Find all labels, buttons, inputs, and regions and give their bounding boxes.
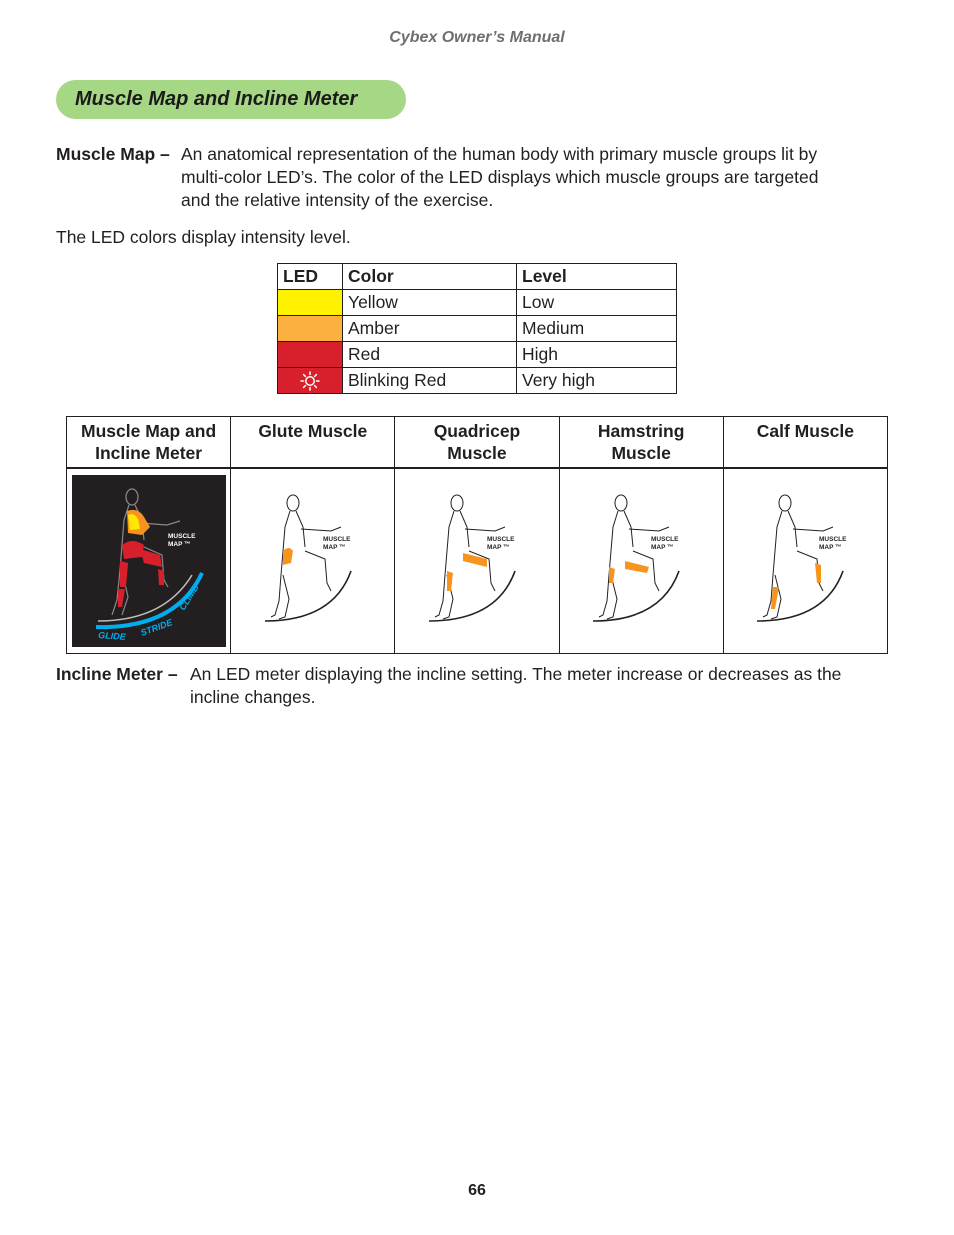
hamstring-figure-illustration	[581, 491, 701, 631]
muscle-table-header-row	[67, 417, 888, 469]
led-color-table	[277, 263, 677, 394]
glute-figure-illustration	[253, 491, 373, 631]
led-swatch-yellow	[278, 290, 343, 316]
figure-label-line1: MUSCLE	[486, 536, 515, 543]
table-row	[278, 368, 677, 394]
incline-meter-definition	[56, 663, 916, 711]
level-header: Level	[517, 264, 677, 290]
muscle-map-definition	[56, 143, 916, 213]
led-swatch-blinking-red	[278, 368, 343, 394]
figure-label-line2: MAP ™	[486, 544, 510, 551]
figure-label-line2: MAP ™	[322, 544, 346, 551]
figure-label-line2: MAP ™	[819, 544, 843, 551]
quadricep-figure-illustration	[417, 491, 537, 631]
color-cell: Yellow	[343, 290, 517, 316]
hamstring-highlight-back	[609, 567, 615, 583]
hamstring-figure-cell	[559, 468, 723, 654]
hamstring-highlight-front	[625, 561, 649, 573]
figure-label-line1: MUSCLE	[322, 536, 351, 543]
column-header-quadricep: Quadricep Muscle	[395, 417, 559, 469]
figure-label-line2: MAP ™	[651, 544, 674, 551]
muscle-map-panel-cell	[67, 468, 231, 654]
color-cell: Amber	[343, 316, 517, 342]
table-row	[278, 316, 677, 342]
led-header: LED	[278, 264, 343, 290]
incline-label-climb: CLIMB	[176, 582, 201, 613]
section-title: Muscle Map and Incline Meter	[56, 80, 406, 119]
quadricep-highlight-front	[463, 553, 487, 567]
level-cell: Very high	[517, 368, 677, 394]
incline-meter-desc-line2: incline changes.	[190, 687, 316, 707]
glute-highlight	[283, 548, 293, 565]
blinking-sun-icon	[300, 371, 320, 391]
calf-figure-cell	[723, 468, 887, 654]
led-intro-text: The LED colors display intensity level.	[56, 227, 351, 247]
color-cell: Red	[343, 342, 517, 368]
color-cell: Blinking Red	[343, 368, 517, 394]
muscle-figure-row	[67, 468, 888, 654]
level-cell: High	[517, 342, 677, 368]
led-swatch-amber	[278, 316, 343, 342]
incline-meter-term: Incline Meter –	[56, 664, 178, 684]
color-header: Color	[343, 264, 517, 290]
incline-meter-desc-line1: An LED meter displaying the incline setting. The meter increase or decreases as the	[190, 664, 842, 684]
column-header-hamstring: Hamstring Muscle	[559, 417, 723, 469]
incline-label-glide: GLIDE	[97, 630, 126, 642]
glute-figure-cell	[231, 468, 395, 654]
figure-label-line1: MUSCLE	[651, 536, 679, 543]
level-cell: Medium	[517, 316, 677, 342]
figure-label-line1: MUSCLE	[819, 536, 847, 543]
quadricep-highlight-back	[447, 571, 453, 591]
table-row	[278, 290, 677, 316]
calf-figure-illustration	[745, 491, 865, 631]
panel-label-line1: MUSCLE	[167, 533, 196, 540]
muscle-map-table	[66, 416, 888, 654]
column-header-glute: Glute Muscle	[231, 417, 395, 469]
muscle-map-desc-line2: multi-color LED’s. The color of the LED displays which muscle groups are targeted	[181, 167, 819, 187]
page-number: 66	[468, 1182, 486, 1199]
muscle-map-desc-line3: and the relative intensity of the exercise.	[181, 190, 494, 210]
level-cell: Low	[517, 290, 677, 316]
column-header-muscle-map: Muscle Map and Incline Meter	[67, 417, 231, 469]
quadricep-figure-cell	[395, 468, 559, 654]
led-swatch-red	[278, 342, 343, 368]
calf-highlight-front	[815, 563, 821, 583]
muscle-map-term: Muscle Map –	[56, 144, 170, 164]
led-table-header-row	[278, 264, 677, 290]
muscle-map-desc-line1: An anatomical representation of the human body with primary muscle groups lit by	[181, 144, 818, 164]
panel-label-line2: MAP ™	[167, 541, 191, 548]
incline-label-stride: STRIDE	[138, 617, 174, 638]
table-row	[278, 342, 677, 368]
column-header-calf: Calf Muscle	[723, 417, 887, 469]
muscle-map-panel-illustration	[72, 475, 226, 647]
running-header: Cybex Owner’s Manual	[389, 29, 565, 46]
